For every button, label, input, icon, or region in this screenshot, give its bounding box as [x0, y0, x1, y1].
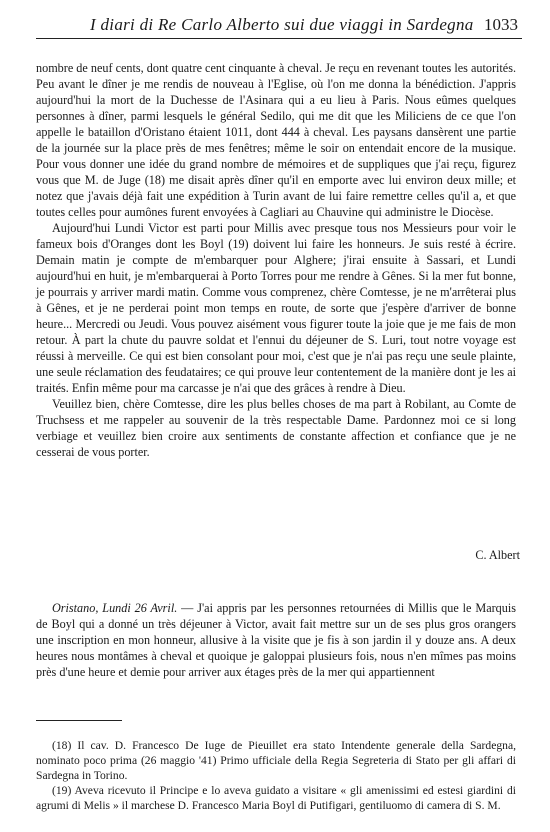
- footnote-19: (19) Aveva ricevuto il Principe e lo aveva guidato a visitare « gli amenissimi ed estesi giardini di agrumi di Melis » il marchese D. Francesco Maria Boyl di Putifigari, gentiluomo di camera di S. M.: [36, 784, 516, 812]
- signature: C. Albert: [475, 548, 520, 562]
- page-header: [36, 14, 522, 39]
- running-title: I diari di Re Carlo Alberto sui due viaggi in Sardegna: [90, 15, 474, 34]
- footnote-18: (18) Il cav. D. Francesco De Iuge de Pieuillet era stato Intendente generale della Sardegna, nominato poco prima (26 maggio '41) Primo ufficiale della Regia Segreteria di Stato per gli affari di Sardegna in Torino.: [36, 739, 516, 782]
- paragraph-3: Veuillez bien, chère Comtesse, dire les plus belles choses de ma part à Robilant, au Comte de Truchsess et me rappeler au souvenir de la très respectable Dame. Pardonnez moi ce si long verbiage et veuillez bien croire aux sentiments de constante affection et confiance que je ne cesserai de vous porter.: [36, 397, 516, 459]
- page-number: 1033: [484, 15, 518, 34]
- diary-entry: [36, 600, 516, 680]
- letter-body: [36, 60, 516, 460]
- paragraph-1: nombre de neuf cents, dont quatre cent cinquante à cheval. Je reçu en revenant toutes les autorités. Peu avant le dîner je me rendis de nouveau à l'Eglise, où l'on me donna la bénédiction. J'appris aujourd'hui la mort de la Duchesse de l'Asinara qui a eu lieu à Paris. Nous eûmes quelques personnes à dîner, parmi lesquels le général Sedilo, qui me dit que les Miliciens de ce que l'on appelle le bataillon d'Oristano étaient 1011, dont 444 à cheval. Les paysans dansèrent une partie de la journée sur la place près de mes fenêtres; même le soir on entendait encore de la musique. Pour vous donner une idée du grand nombre de mémoires et de suppliques que j'ai reçu, figurez vous que M. de Juge (18) me disait après dîner qu'il en emporte avec lui environ deux mille; et notez que j'avais déjà fait une expédition à Turin avant de lui faire remettre celles qu'il a, et que toutes celles pour aumônes furent envoyées à Cagliari au Chauvine qui administre le Diocèse.: [36, 61, 516, 219]
- entry-text: — J'ai appris par les personnes retournées di Millis que le Marquis de Boyl qui a donné un très déjeuner à Victor, avait fait mettre sur un de ses plus gros orangers une inscription en mon honneur, allusive à la visite que je fis à son jardin il y douze ans. A deux heures nous montâmes à cheval et quoique je galoppai plusieurs fois, nous n'en mîmes pas moins près d'une heure et demie pour arriver aux étages près de la mer qui appartiennent: [36, 601, 516, 679]
- entry-paragraph: [36, 600, 516, 680]
- entry-dateline: Oristano, Lundi 26 Avril.: [52, 601, 178, 615]
- paragraph-2: Aujourd'hui Lundi Victor est parti pour Millis avec presque tous nos Messieurs pour voir le fameux bois d'Oranges dont les Boyl (19) doivent lui faire les honneurs. Je suis resté à écrire. Demain matin je compte de m'embarquer pour Alghere; j'irai ensuite à Sassari, et Lundi aujourd'hui en huit, je m'embarquerai à Porto Torres pour me rendre à Gênes. Si la mer fut bonne, je pourrais y arriver mardi matin. Comme vous comprenez, chère Comtesse, je ne m'arrêterai plus à Gênes, et je ne perderai point mon temps en route, de sorte que j'espère d'arriver de bonne heure... Mercredi ou Jeudi. Vous pouvez aisément vous figurer toute la joie que je me fais de mon retour. À part la chute du pauvre soldat et l'ennui du déjeuner de S. Luri, tout notre voyage est réussi à merveille. Ce qui est bien consolant pour moi, c'est que je n'ai pas reçu une seule plainte, une seule réclamation des feudataires; ce qui prouve leur contentement de la manière dont je les ai traités. Enfin même pour ma carcasse je n'ai que des grâces à rendre à Dieu.: [36, 221, 516, 395]
- footnote-divider: [36, 720, 122, 721]
- footnotes: [36, 738, 516, 813]
